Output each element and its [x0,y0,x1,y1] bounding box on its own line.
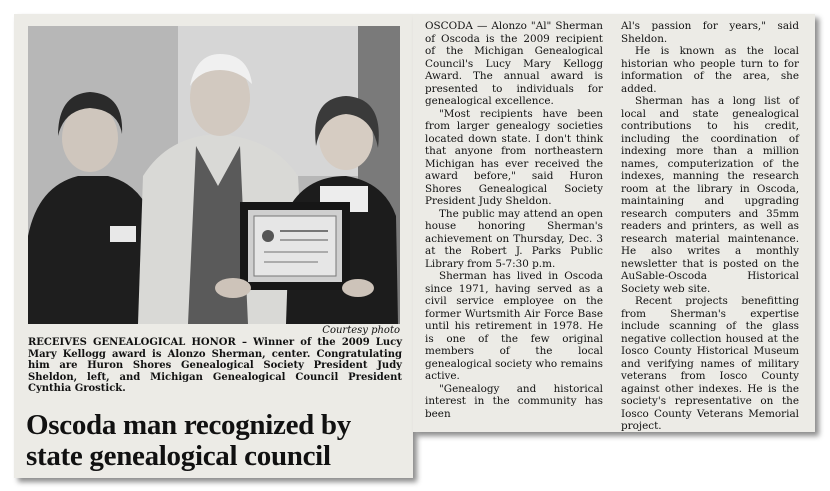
caption-lead: RECEIVES GENEALOGICAL HONOR – [28,337,247,348]
headline: Oscoda man recognized by state genealogical council [26,409,351,472]
photo-illustration [28,26,400,324]
article-paragraph: The public may attend an open house honoring Sherman's achievement on Thursday, Dec. 3 at the Robert J. Parks Public Library from 5-7:30 p.m. [425,207,603,270]
photo-credit: Courtesy photo [322,325,400,336]
article-paragraph: Sherman has lived in Oscoda since 1971, having served as a civil service employee on the former Wurtsmith Air Force Base until his retirement in 1978. He is one of the few original members of the local genealogical society who remains active. [425,270,603,382]
award-photo [28,26,400,324]
article-paragraph: Sherman has a long list of local and state genealogical contributions to his credit, including the coordination of indexing more than a million names, computerization of the indexes, manning the research room at the library in Oscoda, maintaining and upgrading research computers and 35mm readers and printers, as well as research material maintenance. He also writes a monthly newsletter that is posted on the AuSable-Oscoda Historical Society web site. [621,95,799,295]
clipping-right [413,14,815,432]
article-paragraph: Al's passion for years," said Sheldon. [621,20,799,45]
article-paragraph: He is known as the local historian who people turn to for information of the area, she added. [621,45,799,95]
article-column-2 [621,20,799,433]
caption-text: Winner of the 2009 Lucy Mary Kellogg award is Alonzo Sherman, center. Congratulating him are Huron Shores Genealogical Society President Judy Sheldon, left, and Michigan Genealogical Council President Cynthia Grostick. [28,337,403,394]
article-paragraph: Recent projects benefitting from Sherman's expertise include scanning of the glass negative collection housed at the Iosco County Historical Museum and verifying names of military veterans from Iosco County against other indexes. He is the society's representative on the Iosco County Veterans Memorial project. [621,295,799,432]
article-paragraph: "Most recipients have been from larger genealogy societies located down state. I don't think that anyone from northeastern Michigan has ever received the award before," said Huron Shores Genealogical Society President Judy Sheldon. [425,107,603,207]
clipping-left [14,14,413,478]
article-column-1 [425,20,603,420]
article-paragraph: "Genealogy and historical interest in the community has been [425,382,603,420]
photo-caption [28,337,402,395]
article-paragraph: OSCODA — Alonzo "Al" Sherman of Oscoda is the 2009 recipient of the Michigan Genealogical Council's Lucy Mary Kellogg Award. The annual award is presented to individuals for genealogical excellence. [425,20,603,107]
